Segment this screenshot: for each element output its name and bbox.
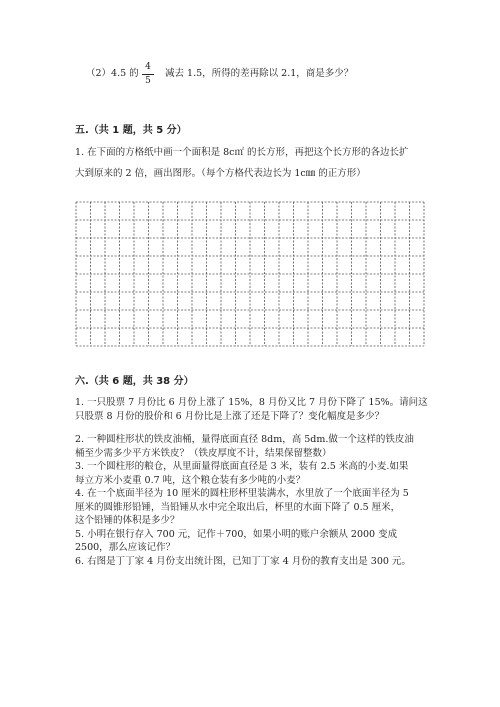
s6-line-9: 这个铅锤的体积是多少？: [75, 515, 180, 526]
s6-line-8: 厘米的圆锥形铅锤，当铅锤从水中完全取出后，杯里的水面下降了 0.5 厘米，: [75, 502, 401, 513]
s6-line-6: 每立方米小麦重 0.7 吨，这个粮仓装有多少吨的小麦？: [75, 475, 306, 486]
section5-q1-line2: 大到原来的 2 倍，画出图形。（每个方格代表边长为 1c㎜ 的正方形）: [75, 168, 366, 179]
s6-line-12: 6. 右图是丁丁家 4 月份支出统计图，已知丁丁家 4 月份的教育支出是 300 元。: [75, 556, 411, 567]
section5-title: 五.（共 1 题，共 5 分）: [75, 125, 187, 136]
s6-line-11: 2500，那么应该记作？: [75, 542, 176, 553]
s6-line-7: 4. 在一个底面半径为 10 厘米的圆柱形杯里装满水，水里放了一个底面半径为 5: [75, 488, 409, 499]
fraction-four-fifths: [141, 62, 155, 87]
s6-line-3: 2. 一种圆柱形状的铁皮油桶，量得底面直径 8dm，高 5dm.做一个这样的铁皮油: [75, 434, 414, 445]
q2-prefix: （2）4.5 的: [86, 68, 139, 79]
section5-q1-line1: 1. 在下面的方格纸中画一个面积是 8c㎡ 的长方形，再把这个长方形的各边长扩: [75, 147, 409, 158]
fraction-denominator: 5: [145, 76, 151, 86]
q2-suffix: 减去 1.5，所得的差再除以 2.1，商是多少？: [165, 68, 354, 79]
grid-paper[interactable]: [75, 201, 425, 347]
fraction-bar: [142, 74, 154, 75]
s6-line-2: 只股票 8 月份的股价和 6 月份比是上涨了还是下降了？变化幅度是多少？: [75, 411, 385, 422]
fraction-numerator: 4: [145, 62, 151, 72]
s6-line-5: 3. 一个圆柱形的粮仓，从里面量得底面直径是 3 米，装有 2.5 米高的小麦.如果: [75, 461, 409, 472]
s6-line-4: 桶至少需多少平方米铁皮？（铁皮厚度不计，结果保留整数）: [75, 448, 332, 459]
s6-line-1: 1. 一只股票 7 月份比 6 月份上涨了 15%，8 月份又比 7 月份下降了 15%。请问这: [75, 397, 428, 408]
s6-line-10: 5. 小明在银行存入 700 元，记作＋700，如果小明的账户余额从 2000 变成: [75, 529, 398, 540]
section6-title: 六.（共 6 题，共 38 分）: [75, 376, 194, 387]
